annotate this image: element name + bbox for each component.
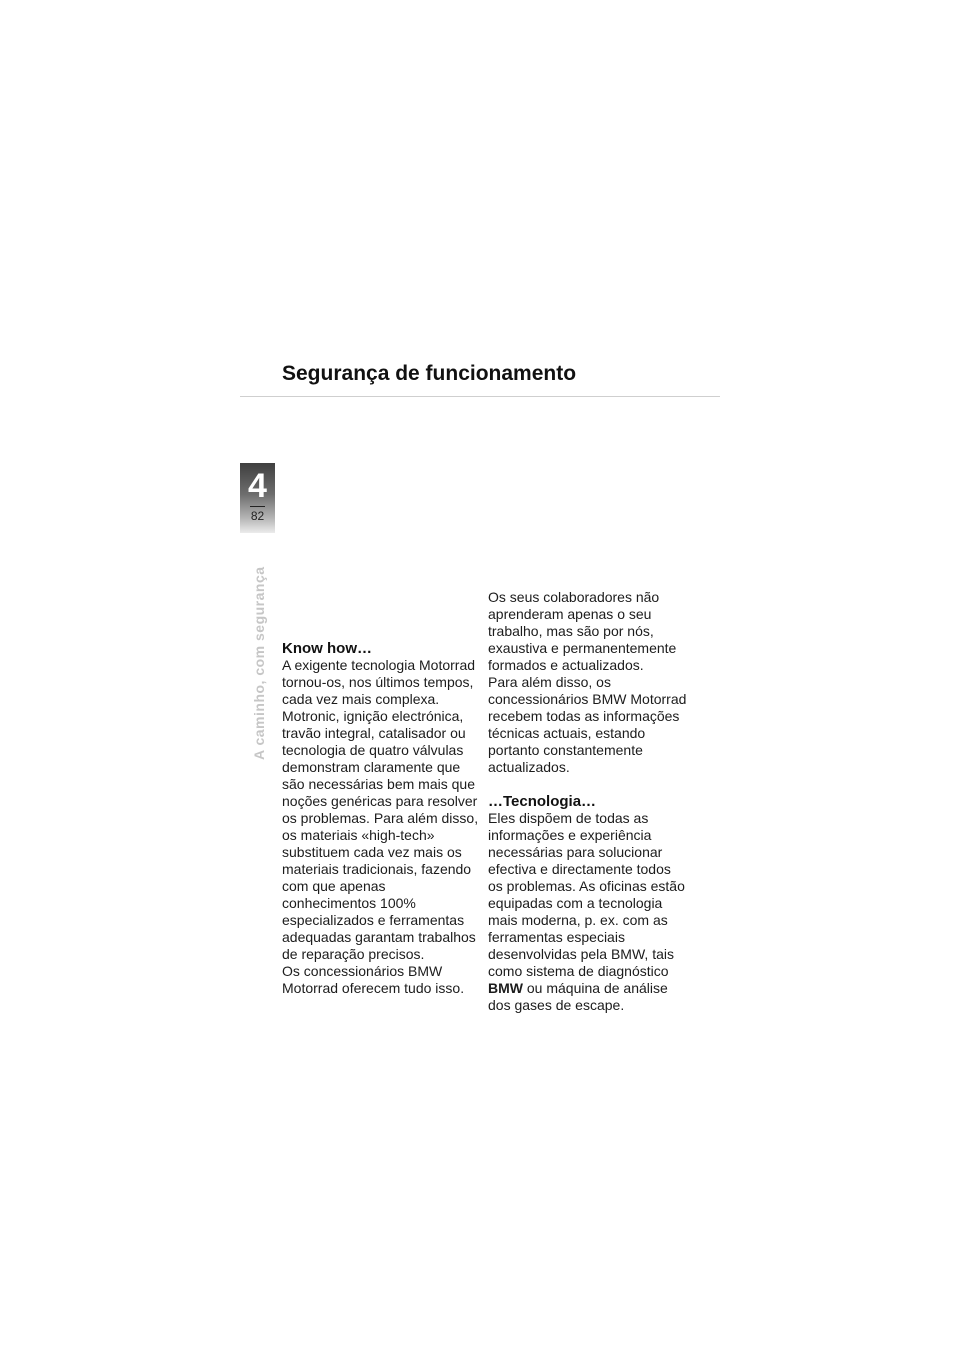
section-heading-tecnologia: …Tecnologia… xyxy=(488,793,597,810)
bmw-term: BMW xyxy=(488,980,523,996)
chapter-tab xyxy=(240,463,275,533)
right-paragraph-3-end: ou máquina de análise dos gases de escape. xyxy=(488,980,668,1013)
right-paragraph-3-text: Eles dispõem de todas as informações e experiência necessárias para solucionar efectiva e directamente todos os problemas. As oficinas estão equipadas com a tecnologia mais moderna, p. ex. com as ferramentas especiais desenvolvidas pela BMW, tais como sistema de diagnóstico xyxy=(488,810,685,979)
right-column xyxy=(488,589,688,1014)
left-paragraph-2: Os concessionários BMW Motorrad oferecem tudo isso. xyxy=(282,963,465,996)
left-column xyxy=(282,640,482,997)
page-number: 82 xyxy=(250,509,265,523)
left-paragraph-1: A exigente tecnologia Motorrad tornou-os, nos últimos tempos, cada vez mais complexa. Motronic, ignição electrónica, travão integral, catalisador ou tecnologia de quatro válvulas demonstram claramente que são necessárias bem mais que noções genéricas para resolver os problemas. Para além disso, os materiais «high-tech» substituem cada vez mais os materiais tradicionais, fazendo com que apenas conhecimentos 100% especializados e ferramentas adequadas garantam trabalhos de reparação precisos. xyxy=(282,657,479,962)
right-paragraph-2: Para além disso, os concessionários BMW Motorrad recebem todas as informações técnicas actuais, estando portanto constantemente actualizados. xyxy=(488,674,687,775)
page-title: Segurança de funcionamento xyxy=(282,362,577,385)
section-heading-know-how: Know how… xyxy=(282,640,372,657)
section-spacer xyxy=(488,776,688,793)
right-paragraph-1: Os seus colaboradores não aprenderam apenas o seu trabalho, mas são por nós, exaustiva e permanentemente formados e actualizados. xyxy=(488,589,677,673)
chapter-divider xyxy=(250,506,265,507)
right-paragraph-3 xyxy=(488,810,688,1014)
chapter-side-caption: A caminho, com segurança xyxy=(251,566,267,760)
chapter-number: 4 xyxy=(248,467,267,505)
title-divider xyxy=(240,396,720,397)
